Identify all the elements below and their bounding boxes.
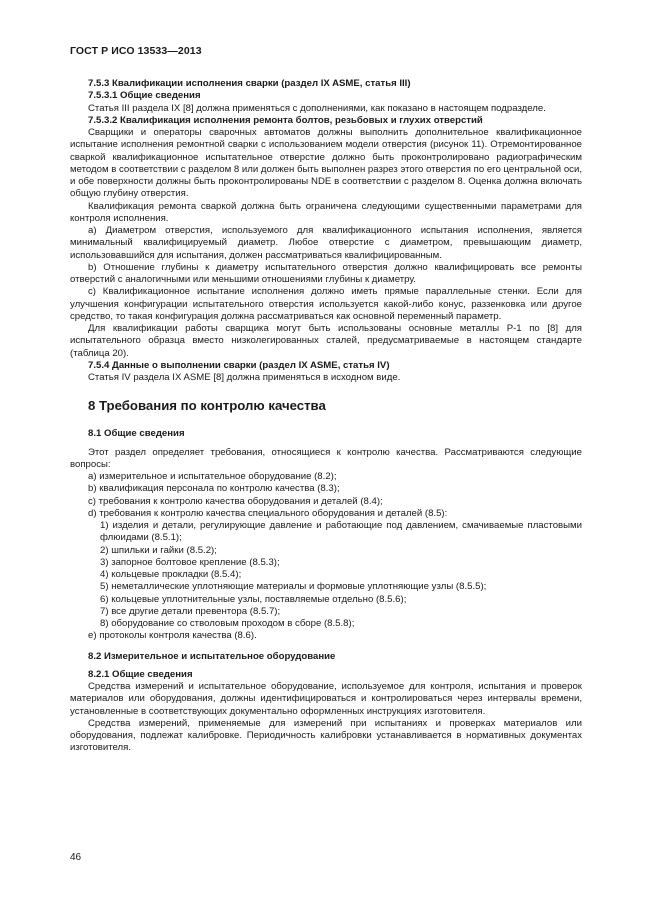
paragraph: Для квалификации работы сварщика могут быть использованы основные металлы P-1 по [8] для испытательного образца вместо низколегированных сталей, предусматриваемые в настоящем стандарте (таблица 20). (70, 323, 582, 359)
sublist-item: 1) изделия и детали, регулирующие давление и работающие под давлением, смачиваемые пластовыми флюидами (8.5.1); (100, 520, 582, 544)
sublist-item: 4) кольцевые прокладки (8.5.4); (100, 569, 242, 580)
list-item: е) протоколы контроля качества (8.6). (88, 630, 257, 642)
paragraph: Статья III раздела IX [8] должна применяться с дополнениями, как показано в настоящем подразделе. (88, 102, 546, 114)
sublist-item: 3) запорное болтовое крепление (8.5.3); (100, 556, 280, 568)
sublist-item: 2) шпильки и гайки (8.5.2); (100, 544, 217, 556)
section-8-2-title: 8.2 Измерительное и испытательное оборудование (88, 650, 336, 662)
page-header: ГОСТ Р ИСО 13533—2013 (70, 45, 202, 57)
page-content (70, 78, 582, 755)
page-number: 46 (70, 852, 82, 863)
paragraph: b) Отношение глубины к диаметру испытательного отверстия должно квалифицировать все ремонты отверстий с аналогичными или меньшими отношениями глубины к диаметру. (70, 261, 582, 285)
paragraph: Квалификация ремонта сваркой должна быть ограничена следующими существенными параметрами для контроля исполнения. (70, 200, 582, 224)
paragraph: Статья IV раздела IX ASME [8] должна применяться в исходном виде. (88, 372, 401, 383)
sublist-item: 5) неметаллические уплотняющие материалы и формовые уплотняющие узлы (8.5.5); (100, 581, 487, 593)
list-item: b) квалификация персонала по контролю качества (8.3); (88, 483, 340, 495)
paragraph: а) Диаметром отверстия, используемого для квалификационного испытания исполнения, является минимальный квалифицируемый диаметр. Любое отверстие с диаметром, превышающим диаметр, использовавшийся для испытания, должен рассматриваться квалифицированным. (70, 225, 582, 261)
section-7-5-4-title: 7.5.4 Данные о выполнении сварки (раздел IX ASME, статья IV) (88, 359, 390, 371)
paragraph: Средства измерений, применяемые для измерений при испытаниях и проверках материалов или оборудования, подлежат калибровке. Периодичность калибровки устанавливается в нормативных документах изготовителя. (70, 717, 582, 754)
paragraph: с) Квалификационное испытание исполнения должно иметь прямые параллельные стенки. Если для улучшения конфигурации испытательного отверстия используется какой-либо конус, раззенковка или другое средство, то такая конфигурация должна рассматриваться как основной переменный параметр. (70, 286, 582, 322)
sublist-item: 6) кольцевые уплотнительные узлы, поставляемые отдельно (8.5.6); (100, 593, 407, 605)
section-7-5-3-title: 7.5.3 Квалификации исполнения сварки (раздел IX ASME, статья III) (88, 78, 411, 89)
paragraph: Средства измерений и испытательное оборудование, используемое для контроля, испытания и проверок материалов или оборудования, должны идентифицироваться и контролироваться через интервалы времени, установленные в соответствующих документально оформленных инструкциях изготовителя. (70, 681, 582, 717)
paragraph: Сварщики и операторы сварочных автоматов должны выполнить дополнительное квалификационное испытание исполнения ремонтной сварки с использованием модели отверстия (рисунок 11). Отремонтированное сваркой квалификационное испытательное отверстие должно быть проконтролировано радиографическим методом в соответствии с разделом 8 или должен быть выполнен разрез этого отверстия по его центральной оси, и обе поверхности должны быть проконтролированы NDE в соответствии с разделом 8. Оценка должна включать общую глубину отверстия. (70, 127, 582, 200)
sublist-item: 8) оборудование со стволовым проходом в сборе (8.5.8); (100, 618, 355, 629)
paragraph: Этот раздел определяет требования, относящиеся к контролю качества. Рассматриваются следующие вопросы: (70, 446, 582, 470)
section-8-title: 8 Требования по контролю качества (88, 398, 326, 414)
section-8-2-1-title: 8.2.1 Общие сведения (88, 668, 193, 680)
list-item: с) требования к контролю качества оборудования и деталей (8.4); (88, 495, 383, 507)
section-7-5-3-1-title: 7.5.3.1 Общие сведения (88, 90, 201, 102)
section-7-5-3-2-title: 7.5.3.2 Квалификация исполнения ремонта болтов, резьбовых и глухих отверстий (88, 114, 483, 126)
sublist-item: 7) все другие детали превентора (8.5.7); (100, 605, 281, 617)
list-item: а) измерительное и испытательное оборудование (8.2); (88, 471, 337, 482)
section-8-1-title: 8.1 Общие сведения (88, 428, 185, 440)
list-item: d) требования к контролю качества специального оборудования и деталей (8.5): (88, 507, 448, 519)
